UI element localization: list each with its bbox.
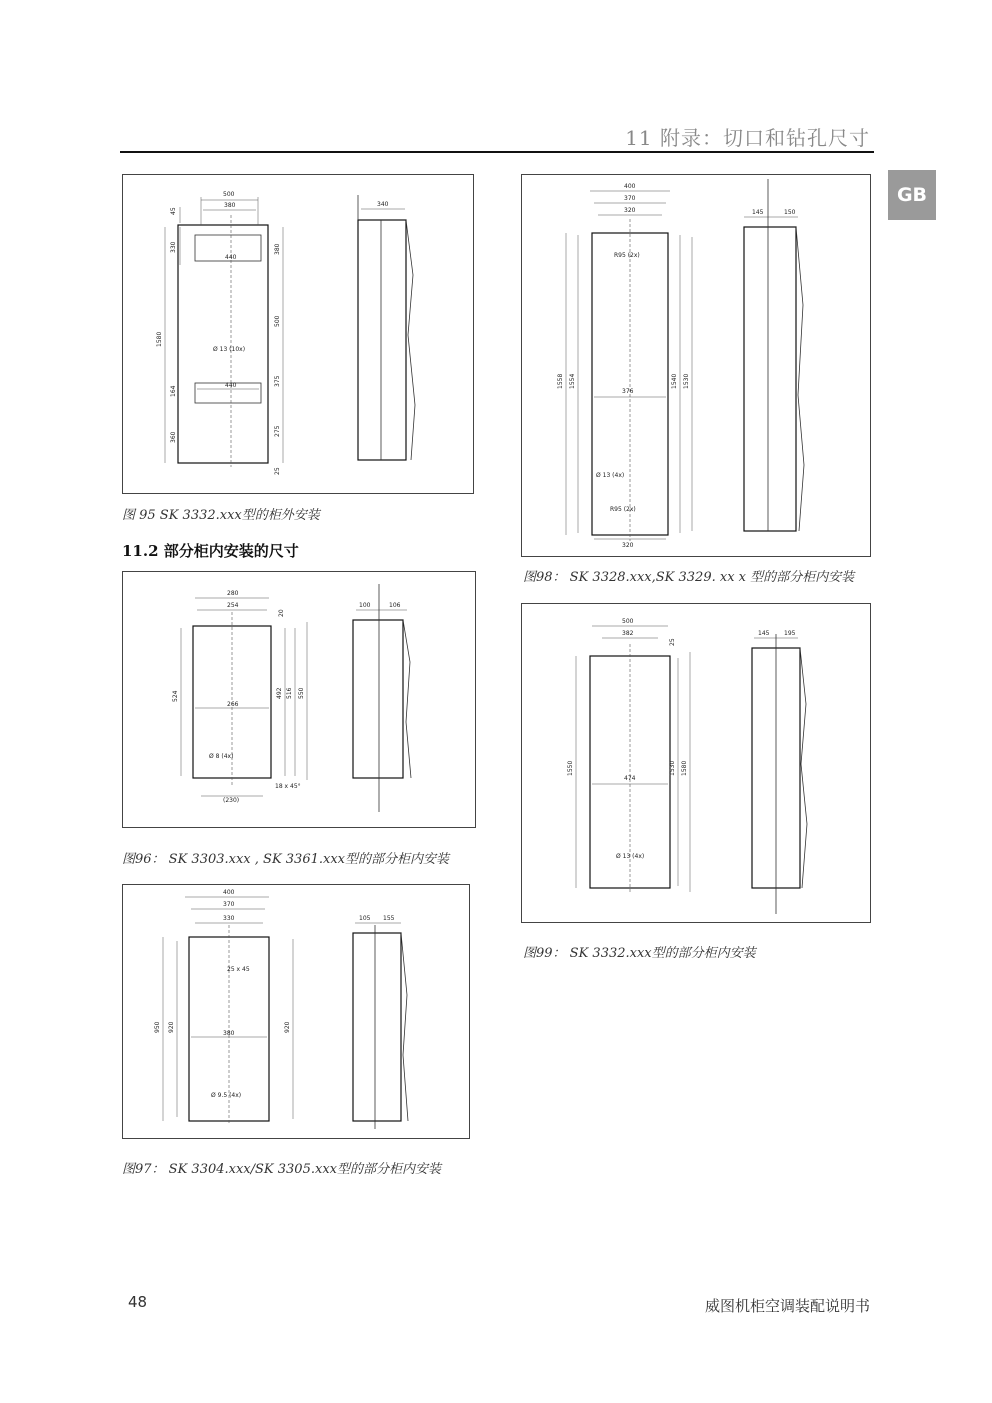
dim-h1: 950	[154, 1021, 161, 1033]
dim-depth2: 155	[383, 915, 395, 922]
dim-h3: 1580	[681, 760, 688, 776]
section-title: 11.2 部分柜内安装的尺寸	[122, 542, 299, 560]
dim-h-top: 20	[278, 609, 285, 617]
dim-w2: 370	[223, 901, 235, 908]
dim-h-top: 25	[669, 638, 676, 646]
dim-depth2: 106	[389, 602, 401, 609]
dim-h1: 492	[276, 687, 283, 699]
dim-h4: 1530	[683, 373, 690, 389]
dim-seg2: 500	[274, 315, 281, 327]
caption-fig99: 图99： SK 3332.xxx型的部分柜内安装	[523, 946, 756, 961]
hole-label: Ø 9.5 (4x)	[211, 1092, 242, 1099]
hole-label: Ø 13 (10x)	[213, 346, 246, 353]
dim-depth2: 150	[784, 209, 796, 216]
figure-95	[122, 174, 474, 494]
figure-99	[521, 603, 871, 923]
dim-width-mid: 376	[622, 388, 634, 395]
hole-label: Ø 13 (4x)	[596, 472, 625, 479]
dim-h-cut2: 164	[170, 385, 177, 397]
dim-h3: 1540	[671, 373, 678, 389]
figure-97	[122, 884, 470, 1139]
dim-h3: 920	[284, 1021, 291, 1033]
dim-w3: 330	[223, 915, 235, 922]
dim-width-bottom: 320	[622, 542, 634, 549]
dim-hole2-width: 440	[225, 382, 237, 389]
language-tab: GB	[888, 170, 936, 220]
dim-w1: 400	[624, 183, 636, 190]
caption-fig96: 图96： SK 3303.xxx , SK 3361.xxx型的部分柜内安装	[122, 852, 449, 867]
dim-width-mid: 266	[227, 701, 239, 708]
page-number: 48	[128, 1293, 148, 1311]
dim-h2: 1530	[669, 760, 676, 776]
dim-depth1: 105	[359, 915, 371, 922]
dim-h1: 1558	[557, 373, 564, 389]
dim-width-mid: 474	[624, 775, 636, 782]
dim-seg4: 275	[274, 425, 281, 437]
figure-96	[122, 571, 476, 828]
dim-hole-width: 440	[225, 254, 237, 261]
dim-h-cut1: 330	[170, 241, 177, 253]
header-rule	[120, 151, 874, 153]
dim-width-top: 500	[223, 191, 235, 198]
dim-h2: 920	[168, 1021, 175, 1033]
dim-w2: 382	[622, 630, 634, 637]
chamfer-label: 18 x 45°	[275, 783, 301, 790]
dim-seg5: 25	[274, 467, 281, 475]
dim-width-cut: 380	[224, 202, 236, 209]
hole-label: Ø 8 (4x)	[209, 753, 234, 760]
dim-h1: 1550	[567, 760, 574, 776]
dim-depth1: 145	[758, 630, 770, 637]
caption-fig97: 图97： SK 3304.xxx/SK 3305.xxx型的部分柜内安装	[122, 1162, 441, 1177]
dim-depth: 340	[377, 201, 389, 208]
dim-h-bottom: 360	[170, 431, 177, 443]
dim-h-top: 45	[170, 207, 177, 215]
dim-w1: 400	[223, 889, 235, 896]
dim-depth2: 195	[784, 630, 796, 637]
footer-title: 威图机柜空调装配说明书	[704, 1297, 870, 1315]
caption-fig98: 图98： SK 3328.xxx,SK 3329. xx x 型的部分柜内安装	[523, 570, 855, 585]
dim-width-mid: 380	[223, 1030, 235, 1037]
dim-h2: 516	[286, 687, 293, 699]
radius-label-2: R95 (2x)	[610, 506, 636, 513]
dim-w2: 370	[624, 195, 636, 202]
dim-depth1: 100	[359, 602, 371, 609]
dim-width-top: 280	[227, 590, 239, 597]
dim-h-total: 1580	[156, 331, 163, 347]
chamfer-label: 25 x 45	[227, 966, 250, 973]
dim-h-total: 524	[172, 690, 179, 702]
dim-h3: 550	[298, 687, 305, 699]
dim-w3: 320	[624, 207, 636, 214]
dim-width-bottom: (230)	[223, 797, 240, 804]
dim-seg1: 380	[274, 243, 281, 255]
hole-label: Ø 13 (4x)	[616, 853, 645, 860]
chapter-title: 11 附录：切口和钻孔尺寸	[625, 126, 870, 150]
radius-label: R95 (2x)	[614, 252, 640, 259]
caption-fig95: 图 95 SK 3332.xxx型的柜外安装	[122, 508, 320, 523]
dim-w1: 500	[622, 618, 634, 625]
figure-98	[521, 174, 871, 557]
dim-depth1: 145	[752, 209, 764, 216]
dim-seg3: 375	[274, 375, 281, 387]
dim-width-cut: 254	[227, 602, 239, 609]
dim-h2: 1554	[569, 373, 576, 389]
